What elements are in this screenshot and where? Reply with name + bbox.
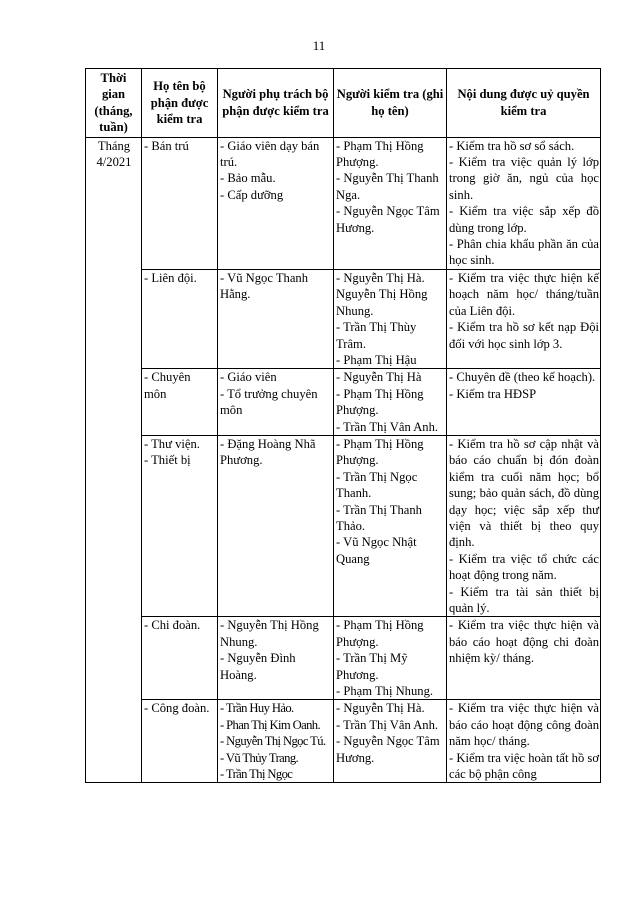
cell-line: - Phân chia khẩu phần ăn của học sinh.: [449, 237, 599, 268]
inspector-cell: [334, 700, 447, 783]
cell-line: - Chuyên môn: [144, 370, 191, 401]
cell-line: - Trần Thị Thùy Trâm.: [336, 320, 417, 351]
month-cell: [86, 137, 142, 783]
cell-line: - Phạm Thị Hậu: [336, 352, 417, 367]
cell-line: - Trần Thị Thanh Thảo.: [336, 502, 422, 533]
cell-line: - Liên đội.: [144, 270, 197, 285]
header-department: Họ tên bộ phận được kiểm tra: [142, 69, 218, 138]
cell-line: - Đặng Hoàng Nhã Phương.: [220, 436, 316, 468]
cell-line: - Chi đoàn.: [144, 618, 201, 633]
cell-line: - Bảo mẫu.: [220, 171, 276, 186]
cell-line: - Kiểm tra việc sắp xếp đồ dùng trong lớp.: [449, 204, 599, 235]
table-header-row: [86, 69, 601, 138]
cell-line: - Công đoàn.: [144, 701, 210, 716]
header-inspector: Người kiểm tra (ghi họ tên): [334, 69, 447, 138]
cell-line: - Trần Thị Ngọc: [220, 767, 293, 782]
department-cell: [142, 435, 218, 616]
content-cell: [447, 435, 601, 616]
cell-line: - Kiểm tra việc thực hiện kế hoạch năm học/ tháng/tuần của Liên đội.: [449, 270, 599, 318]
content-cell: [447, 617, 601, 700]
cell-line: - Nguyễn Ngọc Tâm Hương.: [336, 734, 440, 765]
table-row: [86, 617, 601, 700]
cell-line: - Phạm Thị Hồng Phượng.: [336, 436, 424, 468]
cell-line: - Kiểm tra tài sản thiết bị quản lý.: [449, 584, 599, 615]
header-content: Nội dung được uỷ quyền kiểm tra: [447, 69, 601, 138]
cell-line: Nguyễn Thị Hồng Nhung.: [336, 287, 428, 318]
cell-line: - Kiểm tra hồ sơ sổ sách.: [449, 138, 575, 153]
cell-line: - Kiểm tra việc thực hiện và báo cáo hoạt động công đoàn năm học/ tháng.: [449, 701, 599, 749]
cell-line: - Nguyễn Thị Hà.: [336, 701, 425, 716]
inspector-cell: [334, 137, 447, 269]
cell-line: - Kiểm tra việc hoàn tất hồ sơ các bộ phận công: [449, 750, 599, 782]
cell-line: - Trần Thị Vân Anh.: [336, 717, 439, 732]
cell-line: - Tổ trưởng chuyên môn: [220, 386, 318, 418]
cell-line: - Kiểm tra việc thực hiện và báo cáo hoạt động chi đoàn nhiệm kỳ/ tháng.: [449, 618, 599, 666]
cell-line: - Nguyễn Thị Hà: [336, 370, 422, 385]
cell-line: - Vũ Ngọc Thanh Hằng.: [220, 270, 309, 302]
department-cell: [142, 369, 218, 436]
cell-line: - Phạm Thị Hồng Phượng.: [336, 618, 424, 649]
content-cell: [447, 369, 601, 436]
responsible-cell: [218, 137, 334, 269]
table-row: [86, 137, 601, 269]
cell-line: - Cấp dưỡng: [220, 187, 284, 202]
cell-line: - Giáo viên dạy bán trú.: [220, 138, 320, 170]
department-cell: [142, 617, 218, 700]
inspector-cell: [334, 435, 447, 616]
cell-line: - Nguyễn Thị Thanh Nga.: [336, 171, 439, 202]
responsible-cell: [218, 617, 334, 700]
table-row: [86, 269, 601, 368]
cell-line: - Nguyễn Thị Hà.: [336, 270, 425, 285]
table-row: [86, 700, 601, 783]
cell-line: - Phạm Thị Hồng Phượng.: [336, 386, 424, 418]
cell-line: - Nguyễn Thị Ngọc Tú.: [220, 734, 326, 749]
page-number: 11: [312, 38, 326, 53]
cell-line: - Kiểm tra hồ sơ kết nạp Đội đối với học sinh lớp 3.: [449, 320, 599, 351]
cell-line: - Thiết bị: [144, 453, 191, 468]
cell-line: - Nguyễn Ngọc Tâm Hương.: [336, 204, 440, 235]
cell-line: - Phạm Thị Hồng Phượng.: [336, 138, 424, 170]
department-cell: [142, 137, 218, 269]
cell-line: - Giáo viên: [220, 370, 277, 385]
content-cell: [447, 700, 601, 783]
inspector-cell: [334, 617, 447, 700]
month-label: Tháng 4/2021: [96, 138, 132, 170]
cell-line: - Trần Huy Hảo.: [220, 701, 294, 716]
cell-line: - Kiểm tra việc tổ chức các hoạt động trong năm.: [449, 551, 599, 583]
cell-line: - Trần Thị Mỹ Phương.: [336, 651, 408, 682]
cell-line: - Kiểm tra hồ sơ cập nhật và báo cáo chuẩn bị đón đoàn kiểm tra cuối năm học; bổ sung; bảo quản sách, đồ dùng dạy học; việc sắp xếp thư viện và thiết bị theo quy định.: [449, 436, 599, 550]
inspector-cell: [334, 269, 447, 368]
department-cell: [142, 700, 218, 783]
cell-line: - Vũ Thủy Trang.: [220, 750, 299, 765]
cell-line: - Vũ Ngọc Nhật Quang: [336, 535, 417, 566]
department-cell: [142, 269, 218, 368]
cell-line: - Kiểm tra HĐSP: [449, 386, 537, 401]
responsible-cell: [218, 269, 334, 368]
responsible-cell: [218, 435, 334, 616]
cell-line: - Bán trú: [144, 138, 189, 153]
cell-line: - Trần Thị Vân Anh.: [336, 419, 439, 434]
cell-line: - Thư viện.: [144, 436, 200, 451]
cell-line: - Kiểm tra việc quản lý lớp trong giờ ăn, ngủ của học sinh.: [449, 155, 599, 202]
table-row: [86, 369, 601, 436]
responsible-cell: [218, 700, 334, 783]
inspector-cell: [334, 369, 447, 436]
cell-line: - Nguyễn Đình Hoàng.: [220, 651, 296, 682]
content-cell: [447, 269, 601, 368]
responsible-cell: [218, 369, 334, 436]
cell-line: - Phạm Thị Nhung.: [336, 684, 434, 699]
header-responsible: Người phụ trách bộ phận được kiểm tra: [218, 69, 334, 138]
cell-line: - Phan Thị Kim Oanh.: [220, 717, 321, 732]
table-row: [86, 435, 601, 616]
cell-line: - Nguyễn Thị Hồng Nhung.: [220, 618, 319, 649]
content-cell: [447, 137, 601, 269]
inspection-plan-table: [85, 68, 601, 783]
cell-line: - Trần Thị Ngọc Thanh.: [336, 469, 418, 501]
header-time: Thời gian (tháng, tuần): [86, 69, 142, 138]
cell-line: - Chuyên đề (theo kế hoạch).: [449, 370, 596, 385]
